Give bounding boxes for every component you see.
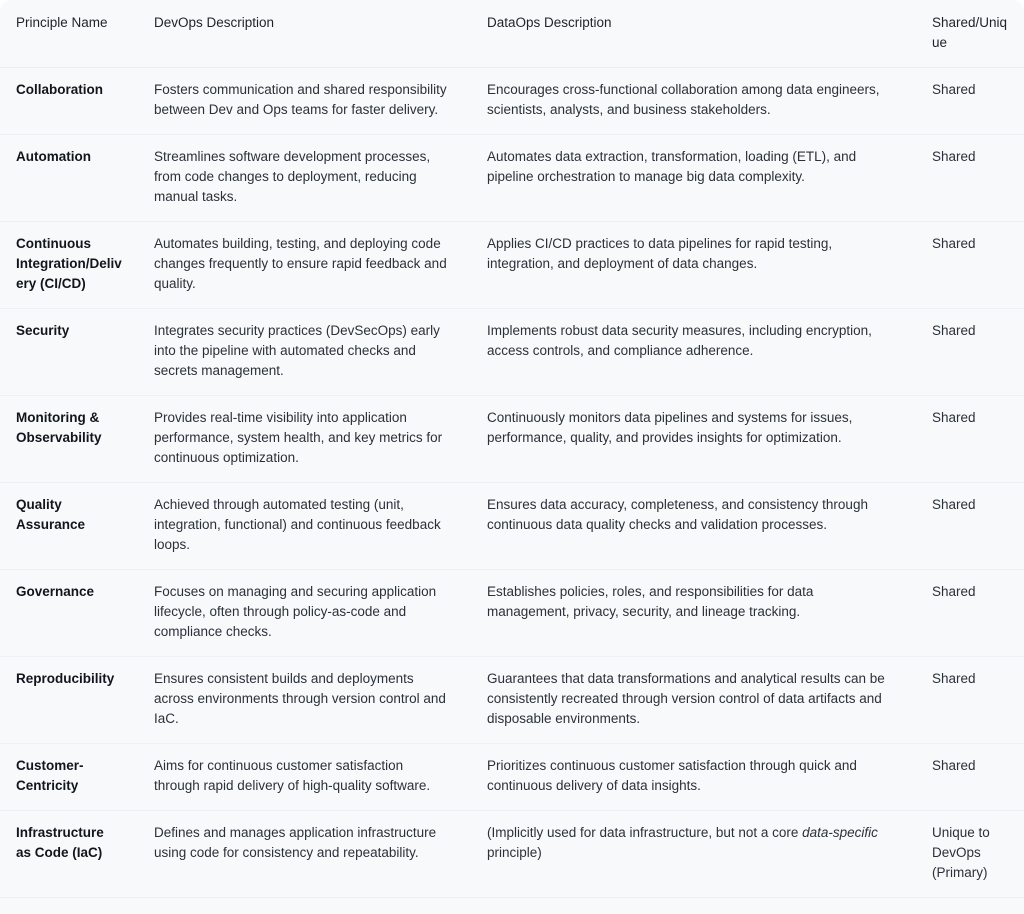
cell-shared-unique: Shared: [916, 483, 1024, 570]
table-row: [0, 222, 1024, 309]
table-header: [0, 0, 1024, 68]
cell-devops-description: Automates building, testing, and deploying code changes frequently to ensure rapid feedback and quality.: [138, 222, 471, 309]
cell-shared-unique: Shared: [916, 222, 1024, 309]
cell-shared-unique: Shared: [916, 570, 1024, 657]
cell-dataops-description: Applies CI/CD practices to data pipelines for rapid testing, integration, and deployment of data changes.: [471, 222, 916, 309]
cell-principle-name: Infrastructure as Code (IaC): [0, 811, 138, 898]
cell-dataops-description: Establishes policies, roles, and responsibilities for data management, privacy, security, and lineage tracking.: [471, 570, 916, 657]
cell-shared-unique: Unique to DevOps (Primary): [916, 811, 1024, 898]
table-row: [0, 396, 1024, 483]
cell-principle-name: Customer-Centricity: [0, 744, 138, 811]
table-row: [0, 570, 1024, 657]
column-header-shared-unique: Shared/Unique: [916, 0, 1024, 68]
cell-devops-description: Ensures consistent builds and deployments across environments through version control and IaC.: [138, 657, 471, 744]
cell-dataops-description: Implements robust data security measures, including encryption, access controls, and compliance adherence.: [471, 309, 916, 396]
cell-devops-description: Aims for continuous customer satisfaction through rapid delivery of high-quality software.: [138, 744, 471, 811]
cell-devops-description: Streamlines software development processes, from code changes to deployment, reducing manual tasks.: [138, 135, 471, 222]
cell-dataops-description: Guarantees that data transformations and analytical results can be consistently recreated through version control of data artifacts and disposable environments.: [471, 657, 916, 744]
cell-dataops-description: Prioritizes continuous customer satisfaction through quick and continuous delivery of data insights.: [471, 744, 916, 811]
table-row: [0, 811, 1024, 898]
table-row: [0, 657, 1024, 744]
cell-shared-unique: Shared: [916, 68, 1024, 135]
cell-devops-description: Provides real-time visibility into application performance, system health, and key metrics for continuous optimization.: [138, 396, 471, 483]
table-row: [0, 68, 1024, 135]
cell-shared-unique: Shared: [916, 657, 1024, 744]
column-header-principle-name: Principle Name: [0, 0, 138, 68]
cell-shared-unique: Shared: [916, 135, 1024, 222]
table-row: [0, 309, 1024, 396]
cell-devops-description: Focuses on managing and securing application lifecycle, often through policy-as-code and compliance checks.: [138, 570, 471, 657]
cell-dataops-description: Encourages cross-functional collaboration among data engineers, scientists, analysts, and business stakeholders.: [471, 68, 916, 135]
cell-dataops-description: Ensures data accuracy, completeness, and consistency through continuous data quality checks and validation processes.: [471, 483, 916, 570]
cell-shared-unique: Shared: [916, 744, 1024, 811]
table-row: [0, 135, 1024, 222]
cell-principle-name: Security: [0, 309, 138, 396]
table-body: [0, 68, 1024, 898]
column-header-dataops-description: DataOps Description: [471, 0, 916, 68]
cell-principle-name: Governance: [0, 570, 138, 657]
cell-shared-unique: Shared: [916, 396, 1024, 483]
cell-devops-description: Fosters communication and shared responsibility between Dev and Ops teams for faster delivery.: [138, 68, 471, 135]
cell-principle-name: Reproducibility: [0, 657, 138, 744]
cell-dataops-description: (Implicitly used for data infrastructure, but not a core data-specific principle): [471, 811, 916, 898]
table-row: [0, 483, 1024, 570]
table-row: [0, 744, 1024, 811]
cell-dataops-description: Continuously monitors data pipelines and systems for issues, performance, quality, and provides insights for optimization.: [471, 396, 916, 483]
cell-devops-description: Achieved through automated testing (unit, integration, functional) and continuous feedback loops.: [138, 483, 471, 570]
cell-devops-description: Defines and manages application infrastructure using code for consistency and repeatability.: [138, 811, 471, 898]
cell-dataops-description: Automates data extraction, transformation, loading (ETL), and pipeline orchestration to manage big data complexity.: [471, 135, 916, 222]
cell-principle-name: Quality Assurance: [0, 483, 138, 570]
cell-principle-name: Automation: [0, 135, 138, 222]
emphasis-text: data-specific: [802, 825, 878, 840]
cell-principle-name: Monitoring & Observability: [0, 396, 138, 483]
cell-shared-unique: Shared: [916, 309, 1024, 396]
column-header-devops-description: DevOps Description: [138, 0, 471, 68]
cell-devops-description: Integrates security practices (DevSecOps) early into the pipeline with automated checks and secrets management.: [138, 309, 471, 396]
cell-principle-name: Continuous Integration/Delivery (CI/CD): [0, 222, 138, 309]
table-header-row: [0, 0, 1024, 68]
cell-principle-name: Collaboration: [0, 68, 138, 135]
